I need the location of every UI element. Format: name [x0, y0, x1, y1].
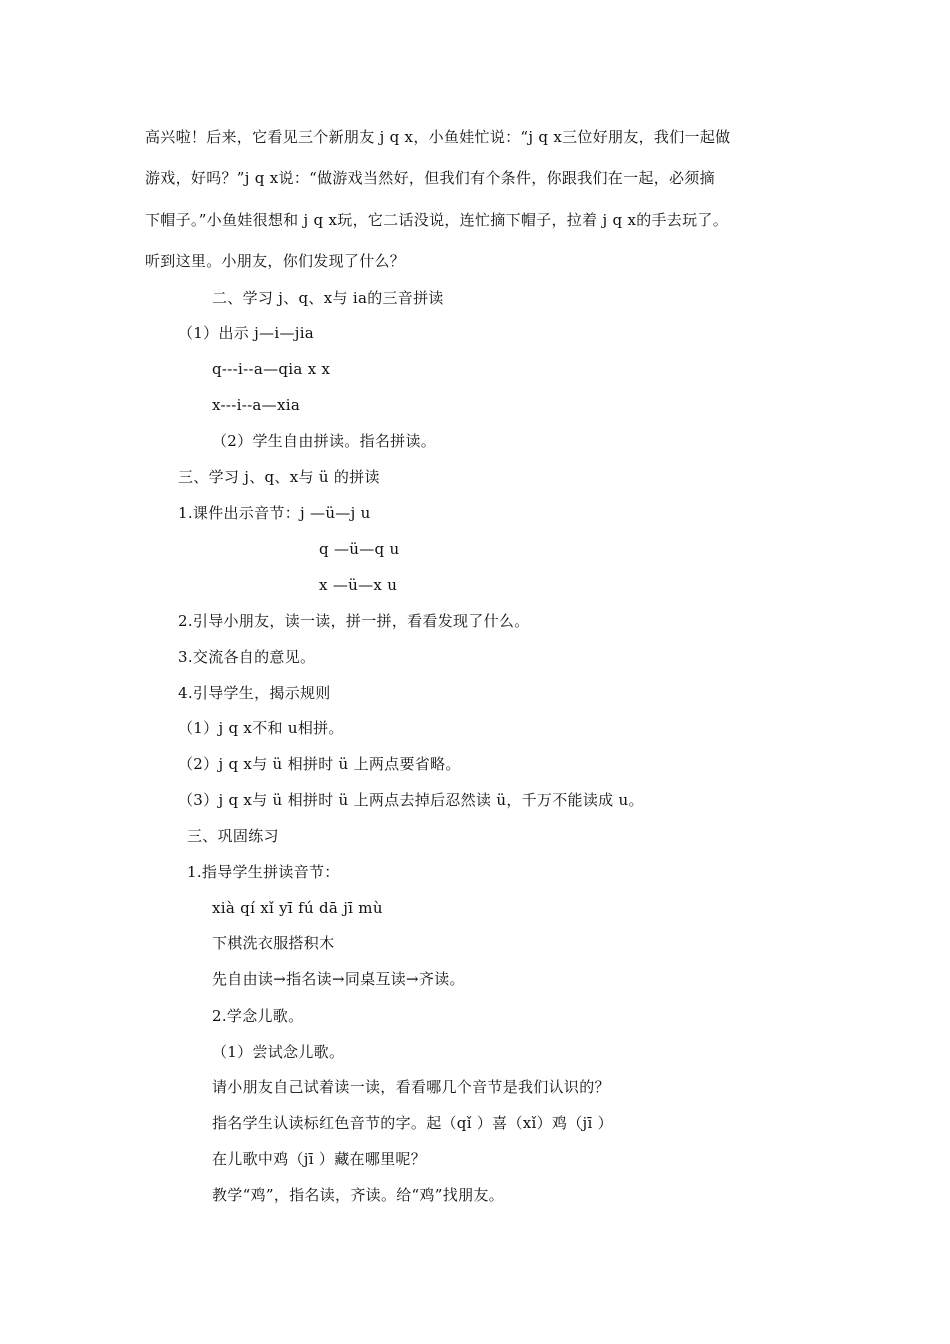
- section4-ask: 请小朋友自己试着读一读，看看哪几个音节是我们认识的？: [212, 1078, 610, 1096]
- section3-item2: 2.引导小朋友，读一读，拼一拼，看看发现了什么。: [178, 612, 530, 630]
- section3-heading: 三、学习 j、q、x与 ü 的拼读: [178, 468, 380, 486]
- section4-where: 在儿歌中鸡（jī ）藏在哪里呢？: [212, 1150, 427, 1168]
- section4-item2: 2.学念儿歌。: [212, 1007, 304, 1025]
- section3-item1-x: x —ü—x u: [319, 576, 398, 594]
- section3-item3: 3.交流各自的意见。: [178, 648, 316, 666]
- section2-heading: 二、学习 j、q、x与 ia的三音拼读: [212, 289, 444, 307]
- section2-line-q: q---i--a—qia x x: [212, 360, 331, 378]
- section4-sub1: （1）尝试念儿歌。: [212, 1043, 345, 1061]
- section4-item1: 1.指导学生拼读音节：: [187, 863, 340, 881]
- section2-step2: （2）学生自由拼读。指名拼读。: [212, 432, 437, 450]
- section3-item4: 4.引导学生，揭示规则: [178, 684, 331, 702]
- section4-recognize: 指名学生认读标红色音节的字。起（qǐ ）喜（xǐ）鸡（jī ）: [212, 1114, 613, 1132]
- section4-heading: 三、巩固练习: [187, 827, 279, 845]
- intro-line-2: 游戏，好吗？”j q x说：“做游戏当然好，但我们有个条件，你跟我们在一起，必须摘: [145, 169, 715, 187]
- section3-item1: 1.课件出示音节：j —ü—j u: [178, 504, 371, 522]
- section4-order: 先自由读→指名读→同桌互读→齐读。: [212, 970, 465, 988]
- section2-step1: （1）出示 j—i—jia: [178, 324, 315, 342]
- intro-line-3: 下帽子。”小鱼娃很想和 j q x玩，它二话没说，连忙摘下帽子，拉着 j q x的手去玩了。: [145, 211, 729, 229]
- section3-rule2: （2）j q x与 ü 相拼时 ü 上两点要省略。: [178, 755, 461, 773]
- intro-line-1: 高兴啦！后来，它看见三个新朋友 j q x，小鱼娃忙说：“j q x三位好朋友，我们一起做: [145, 128, 731, 146]
- section3-item1-q: q —ü—q u: [319, 540, 400, 558]
- intro-line-4: 听到这里。小朋友，你们发现了什么？: [145, 252, 406, 270]
- section4-pinyin: xià qí xǐ yī fú dā jī mù: [212, 899, 383, 917]
- section3-rule1: （1）j q x不和 u相拼。: [178, 719, 344, 737]
- section3-rule3: （3）j q x与 ü 相拼时 ü 上两点去掉后忍然读 ü，千万不能读成 u。: [178, 791, 644, 809]
- section2-line-x: x---i--a—xia: [212, 396, 301, 414]
- section4-teach: 教学“鸡”，指名读，齐读。给“鸡”找朋友。: [212, 1186, 504, 1204]
- section4-hanzi: 下棋洗衣服搭积木: [212, 934, 335, 952]
